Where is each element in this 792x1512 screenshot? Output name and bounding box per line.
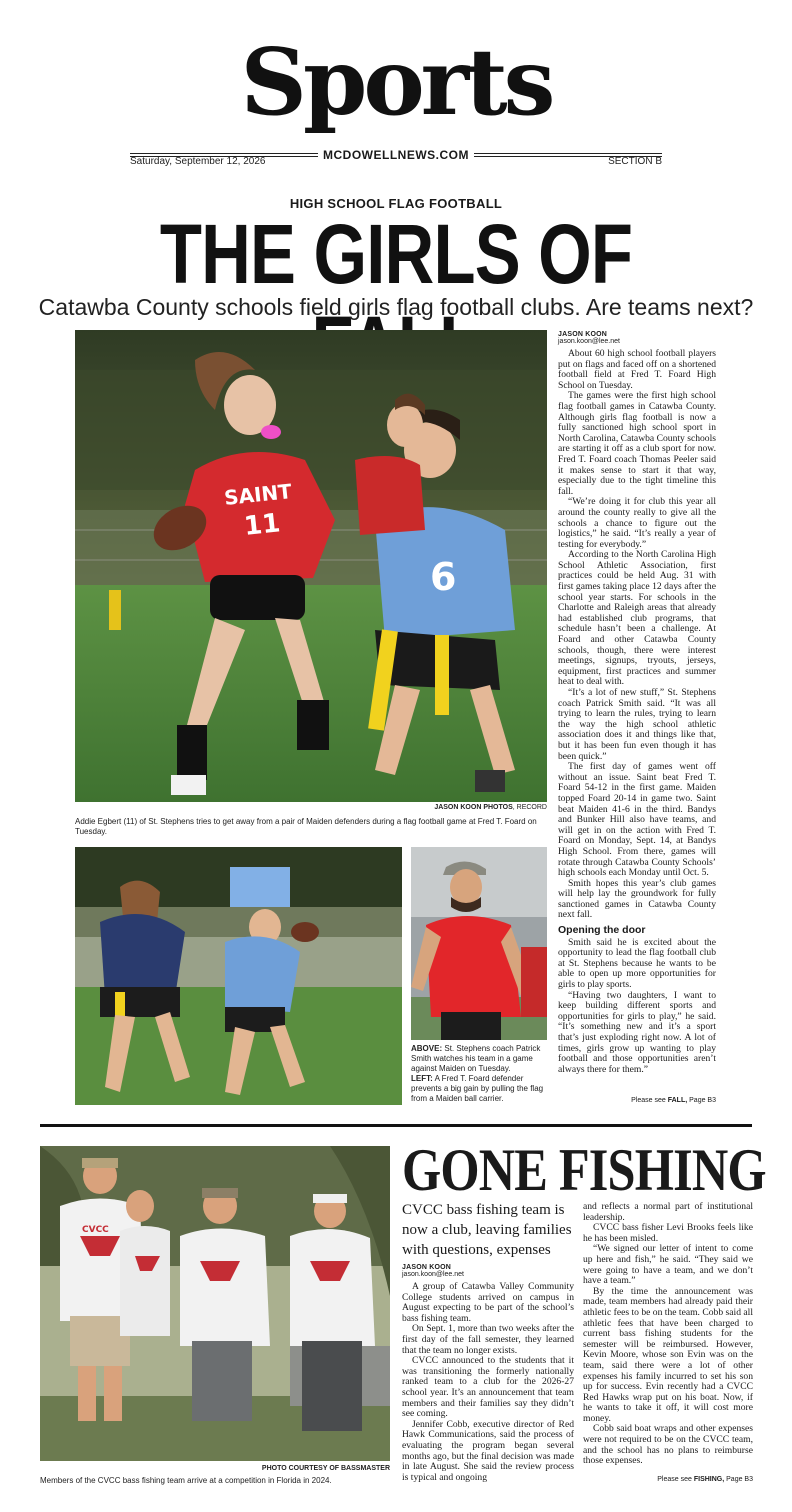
story-kicker: HIGH SCHOOL FLAG FOOTBALL <box>289 196 503 211</box>
paragraph: The games were the first high school flag football games in Catawba County. Although girls flag football is now a fully sanctioned high school sport in North Carolina, Catawba County schools are starting it off as a club sport for now. Fred T. Foard coach Thomas Peeler said it makes sense to start it that way, especially due to the tight timeline this fall. <box>558 390 717 497</box>
paragraph: “We signed our letter of intent to come up here and fish,” he said. “They said we were going to have a team, and we don’t have a team.” <box>583 1243 753 1287</box>
paragraph: “Having two daughters, I want to keep building different sports and opportunities for girls to play,” he said. “It’s something new and it’s a sport that’s just exploding right now. A lot of times, girls grow up wanting to play football and those opportunities aren’t always there for them.” <box>558 989 716 1075</box>
bass-team-photo <box>40 1146 390 1461</box>
caption-above-label: ABOVE: <box>411 1044 443 1053</box>
byline-name: JASON KOON <box>558 331 608 338</box>
jump-page: Page B3 <box>687 1097 716 1104</box>
paragraph: and reflects a normal part of institutional leadership. <box>583 1201 753 1223</box>
main-photo <box>75 330 547 802</box>
caption-above-text: St. Stephens coach Patrick Smith watches his team in a game against Maiden on Tuesday. <box>411 1044 541 1073</box>
jump-prefix: Please see <box>631 1097 668 1104</box>
paragraph: “We’re doing it for club this year all around the county really to give all the schools a chance to figure out the logistics,” he said. “It’s really a year of testing for everybody.” <box>558 496 716 550</box>
bass-photo-credit: PHOTO COURTESY OF BASSMASTER <box>261 1465 390 1472</box>
issue-date: Saturday, September 12, 2026 <box>130 156 266 167</box>
second-story-col2 <box>583 1202 753 1467</box>
paragraph: On Sept. 1, more than two weeks after the first day of the fall semester, they learned that the team no longer exists. <box>402 1323 574 1356</box>
second-story-deck: CVCC bass fishing team is now a club, leaving families with questions, expenses <box>402 1202 572 1258</box>
story-deck: Catawba County schools field girls flag football clubs. Are teams next? <box>38 294 754 320</box>
paragraph: CVCC bass fisher Levi Brooks feels like he has been misled. <box>583 1222 753 1244</box>
main-photo-credit-org: , RECORD <box>512 804 547 811</box>
paragraph: According to the North Carolina High School Athletic Association, first practices could be held Aug. 31 with first games taking place 12 days after the school year starts. For schools in the Charlotte and Raleigh areas that already had established club programs, that schedule hasn’t been a challenge. At Foard and other Catawba County schools, though, there were interest meetings, signups, tryouts, jerseys, equipment, first practices and summer heat to deal with. <box>558 549 716 688</box>
paragraph: Smith hopes this year’s club games will help lay the groundwork for fully sanctioned games in Catawba County next fall. <box>558 877 716 921</box>
small-photos-caption <box>411 1044 547 1104</box>
paragraph: Jennifer Cobb, executive director of Red Hawk Communications, said the process of evaluating the program began several months ago, but the final decision was made in late August. She said the review process is typical and ongoing <box>402 1418 574 1483</box>
paragraph: CVCC announced to the students that it was transitioning the formerly nationally ranked team to a club for the 2026-27 school year. It’s an announcement that team members and their families say they didn’t see coming. <box>402 1355 574 1420</box>
coach-photo <box>411 847 547 1040</box>
jump-prefix: Please see <box>657 1476 694 1483</box>
jump-page: Page B3 <box>724 1476 753 1483</box>
paragraph: Smith said he is excited about the opportunity to lead the flag football club at St. Stephens because he wants to be able to open up more opportunities for girls to play sports. <box>558 936 716 991</box>
lead-story-jump[interactable] <box>558 1097 716 1104</box>
section-title: Sports <box>240 28 552 136</box>
left-photo <box>75 847 402 1105</box>
section-divider <box>40 1124 752 1127</box>
jersey-red-number: 11 <box>242 508 282 542</box>
website-link[interactable]: MCDOWELLNEWS.COM <box>323 148 469 162</box>
byline-email[interactable]: jason.koon@lee.net <box>558 338 620 345</box>
second-story-jump[interactable] <box>583 1476 753 1483</box>
hoodie-text: CVCC <box>82 1225 109 1235</box>
lead-story-body <box>558 349 716 1075</box>
story-subhead: Opening the door <box>558 924 646 937</box>
coach-illustration <box>411 847 547 1040</box>
paragraph: By the time the announcement was made, team members had already paid their athletic fees to be on the team. Cobb said all athletic fees that have been charged to current bass fishing students for the semester will be reimbursed. However, Kevin Moore, whose son Evin was on the team, said there were a lot of other expenses his family incurred to set his son up for success. Evin recently had a CVCC Red Hawks wrap put on his boat. Now, if he wants to take it off, it will cost more money. <box>583 1285 753 1424</box>
section-label: SECTION B <box>608 156 662 167</box>
second-story-headline: GONE FISHING <box>402 1137 766 1203</box>
second-story-body-2 <box>583 1202 753 1467</box>
bass-photo-caption: Members of the CVCC bass fishing team arrive at a competition in Florida in 2024. <box>40 1476 332 1485</box>
second-byline-name: JASON KOON <box>402 1264 452 1271</box>
flag-football-illustration <box>75 330 547 802</box>
paragraph: A group of Catawba Valley Community College students arrived on campus in August expecting to be part of the school’s bass fishing team. <box>402 1281 574 1324</box>
story-headline: THE GIRLS OF <box>159 207 633 301</box>
paragraph: About 60 high school football players put on flags and faced off on a shortened football field at Fred T. Foard High School on Tuesday. <box>558 348 716 391</box>
second-story-body-1 <box>402 1282 574 1483</box>
flag-pull-illustration <box>75 847 402 1105</box>
main-photo-caption: Addie Egbert (11) of St. Stephens tries to get away from a pair of Maiden defenders during a flag football game at Fred T. Foard on Tuesday. <box>75 817 537 836</box>
main-photo-credit <box>75 804 547 811</box>
second-byline-email[interactable]: jason.koon@lee.net <box>402 1271 464 1278</box>
main-photo-credit-name: JASON KOON PHOTOS <box>434 804 513 811</box>
paragraph: “It’s a lot of new stuff,” St. Stephens coach Patrick Smith said. “It was all trying to learn the rules, trying to learn the way the high school athletic association does it and things like that, but it has been fun even though it has been quick.” <box>558 687 716 762</box>
jersey-red-text: SAINT <box>223 479 293 510</box>
bass-team-illustration <box>40 1146 390 1461</box>
second-story-col1 <box>402 1264 574 1483</box>
paragraph: The first day of games went off without an issue. Saint beat Fred T. Foard 54-12 in the first game. Maiden topped Foard 20-14 in game two. Saint beat Maiden 41-6 in the third. Bandys and Bunker Hill also have teams, and will get in on the action with Fred T. Foard on Monday, Sept. 14, at Bandys High School. From there, games will rotate through Catawba County Schools’ high schools each Monday until Oct. 5. <box>558 761 716 879</box>
jump-label: FISHING, <box>693 1476 725 1483</box>
caption-left-text: A Fred T. Foard defender prevents a big gain by pulling the flag from a Maiden ball carrier. <box>411 1074 544 1103</box>
jersey-blue-number: 6 <box>430 555 457 599</box>
jump-label: FALL, <box>667 1097 688 1104</box>
paragraph: Cobb said boat wraps and other expenses were not required to be on the CVCC team, and the school has no plans to reimburse those expenses. <box>583 1423 753 1467</box>
caption-left-label: LEFT: <box>411 1074 433 1083</box>
lead-story-column <box>558 331 716 1075</box>
